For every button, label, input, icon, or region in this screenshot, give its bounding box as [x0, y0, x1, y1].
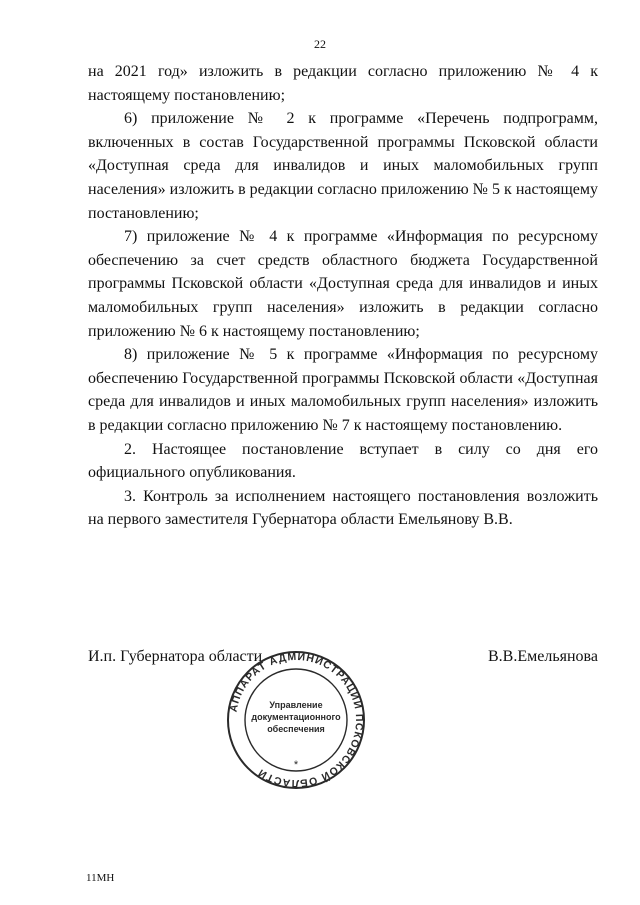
document-body	[88, 60, 598, 532]
paragraph-item-8: 8) приложение № 5 к программе «Информация по ресурсному обеспечению Государственной программы Псковской области «Доступная среда для инвалидов и иных маломобильных групп населения» изложить в редакции согласно приложению № 7 к настоящему постановлению.	[88, 346, 598, 434]
footer-code: 11МН	[86, 872, 115, 884]
stamp-line-3: обеспечения	[267, 724, 325, 734]
official-stamp	[226, 650, 366, 790]
stamp-line-2: документационного	[251, 712, 341, 722]
paragraph-point-3: 3. Контроль за исполнением настоящего постановления возложить на первого заместителя Губернатора области Емельянову В.В.	[88, 487, 598, 529]
stamp-star-icon: *	[293, 759, 299, 771]
paragraph-continuation: на 2021 год» изложить в редакции согласно приложению № 4 к настоящему постановлению;	[88, 63, 598, 104]
page-number: 22	[314, 37, 326, 51]
stamp-outer-text: АППАРАТ АДМИНИСТРАЦИИ ПСКОВСКОЙ ОБЛАСТИ	[227, 650, 366, 790]
stamp-line-1: Управление	[269, 700, 323, 710]
paragraph-item-6: 6) приложение № 2 к программе «Перечень подпрограмм, включенных в состав Государственной программы Псковской области «Доступная среда для инвалидов и иных маломобильных групп населения» изложить в редакции согласно приложению № 5 к настоящему постановлению;	[88, 110, 598, 222]
paragraph-point-2: 2. Настоящее постановление вступает в силу со дня его официального опубликования.	[88, 440, 598, 482]
signature-position: И.п. Губернатора области	[88, 648, 263, 665]
signature-name: В.В.Емельянова	[488, 648, 598, 665]
paragraph-item-7: 7) приложение № 4 к программе «Информация по ресурсному обеспечению за счет средств областного бюджета Государственной программы Псковской области «Доступная среда для инвалидов и иных маломобильных групп населения» изложить в редакции согласно приложению № 6 к настоящему постановлению;	[88, 228, 598, 340]
